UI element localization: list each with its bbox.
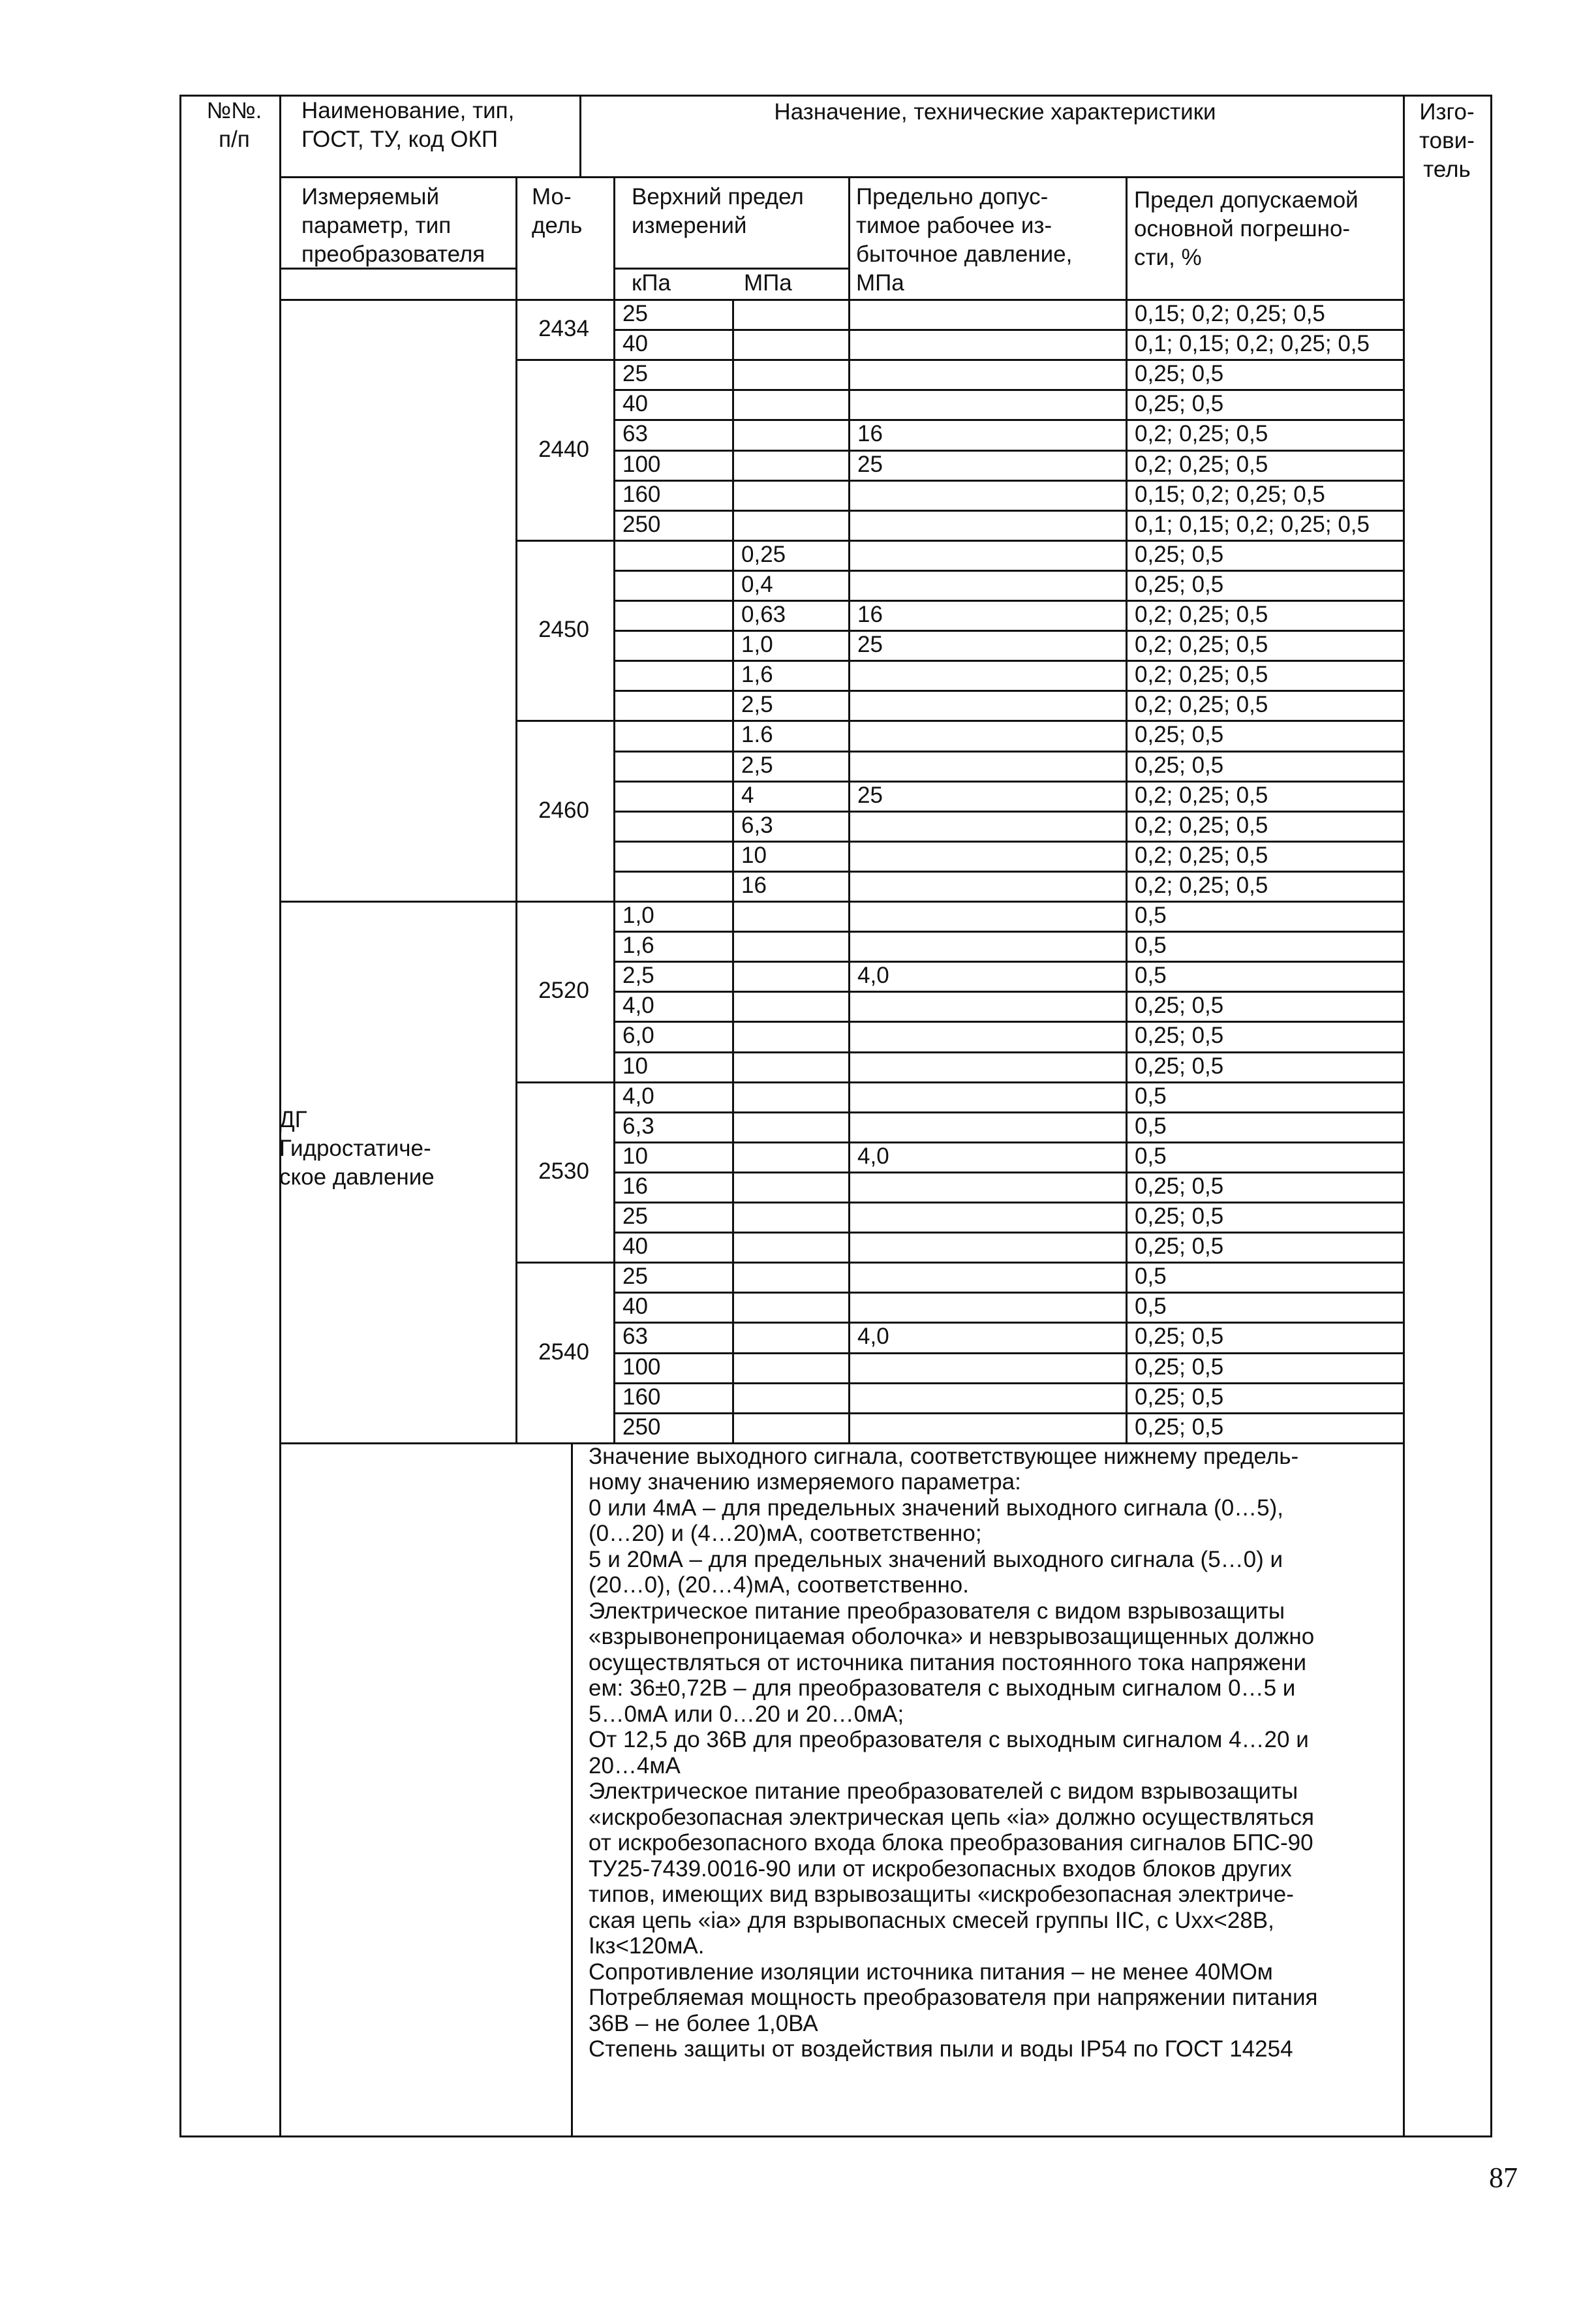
- note-line: типов, имеющих вид взрывозащиты «искробезопасная электриче-: [589, 1882, 1294, 1908]
- note-line: (0…20) и (4…20)мА, соответственно;: [589, 1521, 982, 1547]
- cell-error: 0,25; 0,5: [1135, 993, 1224, 1019]
- model-header: Мо- дель: [532, 184, 583, 238]
- cell-error: 0,5: [1135, 1264, 1167, 1290]
- cell-error: 0,25; 0,5: [1135, 571, 1224, 597]
- cell-error: 0,25; 0,5: [1135, 722, 1224, 748]
- overload-header: Предельно допус- тимое рабочее из- быточное давление, МПа: [856, 184, 1073, 296]
- column-divider: [579, 95, 581, 176]
- name-header: Наименование, тип, ГОСТ, ТУ, код ОКП: [301, 98, 515, 152]
- column-divider: [732, 359, 734, 540]
- model-number: 2450: [538, 617, 589, 643]
- cell-kpa: 100: [622, 451, 661, 477]
- cell-error: 0,2; 0,25; 0,5: [1135, 782, 1268, 808]
- kpa-header: кПа: [632, 270, 671, 296]
- cell-error: 0,5: [1135, 963, 1167, 989]
- cell-mpa: 2,5: [741, 752, 773, 778]
- model-divider: [515, 540, 613, 542]
- cell-error: 0,25; 0,5: [1135, 1023, 1224, 1049]
- model-number: 2434: [538, 316, 589, 342]
- cell-kpa: 40: [622, 1234, 648, 1260]
- cell-mpa: 1,6: [741, 662, 773, 688]
- cell-error: 0,2; 0,25; 0,5: [1135, 632, 1268, 658]
- note-line: «искробезопасная электрическая цепь «ia» должно осуществляться: [589, 1804, 1314, 1830]
- cell-kpa: 63: [622, 421, 648, 447]
- cell-error: 0,5: [1135, 933, 1167, 959]
- cell-error: 0,2; 0,25; 0,5: [1135, 812, 1268, 838]
- cell-overload: 4,0: [857, 963, 889, 989]
- cell-kpa: 160: [622, 481, 661, 507]
- model-divider: [515, 901, 613, 903]
- note-line: Степень защиты от воздействия пыли и воды IP54 по ГОСТ 14254: [589, 2036, 1293, 2062]
- note-line: Значение выходного сигнала, соответствующее нижнему предель-: [589, 1443, 1299, 1469]
- cell-error: 0,25; 0,5: [1135, 1234, 1224, 1260]
- cell-mpa: 0,4: [741, 571, 773, 597]
- cell-mpa: 2,5: [741, 692, 773, 718]
- model-number: 2540: [538, 1339, 589, 1365]
- model-number: 2460: [538, 797, 589, 823]
- note-line: Электрическое питание преобразователя с видом взрывозащиты: [589, 1598, 1285, 1624]
- cell-error: 0,5: [1135, 903, 1167, 928]
- cell-error: 0,2; 0,25; 0,5: [1135, 662, 1268, 688]
- column-divider: [732, 1262, 734, 1442]
- note-line: «взрывонепроницаемая оболочка» и невзрывозащищенных должно: [589, 1624, 1315, 1650]
- model-number: 2530: [538, 1158, 589, 1184]
- header-divider: [279, 268, 515, 270]
- note-line: Электрическое питание преобразователей с видом взрывозащиты: [589, 1778, 1298, 1805]
- cell-error: 0,25; 0,5: [1135, 361, 1224, 387]
- cell-kpa: 25: [622, 1203, 648, 1229]
- note-line: ем: 36±0,72В – для преобразователя с выходным сигналом 0…5 и: [589, 1675, 1296, 1701]
- cell-kpa: 10: [622, 1143, 648, 1169]
- cell-kpa: 4,0: [622, 993, 654, 1019]
- cell-mpa: 1,0: [741, 632, 773, 658]
- purpose-header: Назначение, технические характеристики: [774, 99, 1216, 125]
- cell-mpa: 6,3: [741, 812, 773, 838]
- cell-error: 0,15; 0,2; 0,25; 0,5: [1135, 481, 1325, 507]
- cell-overload: 4,0: [857, 1324, 889, 1350]
- cell-kpa: 2,5: [622, 963, 654, 989]
- cell-kpa: 63: [622, 1324, 648, 1350]
- cell-kpa: 25: [622, 1264, 648, 1290]
- column-divider: [732, 1081, 734, 1262]
- cell-error: 0,25; 0,5: [1135, 1414, 1224, 1440]
- cell-overload: 25: [857, 632, 883, 658]
- cell-error: 0,25; 0,5: [1135, 1053, 1224, 1079]
- upper-limit-header: Верхний предел измерений: [632, 184, 804, 238]
- cell-overload: 25: [857, 451, 883, 477]
- cell-error: 0,5: [1135, 1143, 1167, 1169]
- technical-notes: [589, 1444, 1398, 2062]
- cell-kpa: 1,0: [622, 903, 654, 928]
- cell-kpa: 16: [622, 1173, 648, 1199]
- model-number: 2440: [538, 436, 589, 462]
- maker-header: Изго- тови- тель: [1419, 99, 1475, 182]
- cell-error: 0,2; 0,25; 0,5: [1135, 842, 1268, 868]
- header-divider: [613, 268, 848, 270]
- cell-mpa: 16: [741, 872, 767, 898]
- cell-error: 0,5: [1135, 1083, 1167, 1109]
- cell-overload: 25: [857, 782, 883, 808]
- note-line: осуществляться от источника питания постоянного тока напряжени: [589, 1649, 1307, 1675]
- note-line: От 12,5 до 36В для преобразователя с выходным сигналом 4…20 и: [589, 1727, 1309, 1753]
- column-divider: [732, 540, 734, 721]
- cell-error: 0,2; 0,25; 0,5: [1135, 602, 1268, 627]
- cell-kpa: 100: [622, 1354, 661, 1380]
- cell-error: 0,25; 0,5: [1135, 1173, 1224, 1199]
- column-divider: [1403, 95, 1405, 2137]
- model-divider: [515, 1081, 613, 1083]
- cell-kpa: 40: [622, 391, 648, 417]
- page-number: 87: [1489, 2162, 1518, 2194]
- cell-kpa: 4,0: [622, 1083, 654, 1109]
- note-line: 5 и 20мА – для предельных значений выходного сигнала (5…0) и: [589, 1546, 1283, 1572]
- cell-kpa: 250: [622, 1414, 661, 1440]
- cell-kpa: 10: [622, 1053, 648, 1079]
- cell-error: 0,1; 0,15; 0,2; 0,25; 0,5: [1135, 511, 1370, 537]
- column-divider: [732, 901, 734, 1081]
- model-divider: [515, 359, 613, 361]
- cell-error: 0,2; 0,25; 0,5: [1135, 692, 1268, 718]
- model-divider: [515, 720, 613, 722]
- cell-error: 0,25; 0,5: [1135, 391, 1224, 417]
- cell-kpa: 1,6: [622, 933, 654, 959]
- num-header: №№. п/п: [206, 98, 262, 152]
- note-line: 20…4мА: [589, 1752, 681, 1778]
- cell-error: 0,2; 0,25; 0,5: [1135, 872, 1268, 898]
- column-divider: [732, 299, 734, 359]
- cell-error: 0,5: [1135, 1113, 1167, 1139]
- header-divider: [279, 176, 1403, 178]
- note-line: ская цепь «ia» для взрывопасных смесей группы IIC, с Uxx<28В,: [589, 1907, 1274, 1933]
- error-header: Предел допускаемой основной погрешно- сти, %: [1134, 187, 1358, 270]
- param-header: Измеряемый параметр, тип преобразователя: [301, 184, 485, 267]
- cell-error: 0,25; 0,5: [1135, 541, 1224, 567]
- cell-error: 0,25; 0,5: [1135, 1203, 1224, 1229]
- note-line: Сопротивление изоляции источника питания – не менее 40МОм: [589, 1959, 1273, 1985]
- column-divider: [613, 176, 615, 1442]
- column-divider: [279, 95, 281, 2137]
- group-divider: [279, 901, 515, 903]
- mpa-header: МПа: [744, 270, 792, 296]
- note-line: Потребляемая мощность преобразователя при напряжении питания: [589, 1985, 1318, 2011]
- column-divider: [848, 176, 850, 1442]
- cell-overload: 4,0: [857, 1143, 889, 1169]
- cell-error: 0,1; 0,15; 0,2; 0,25; 0,5: [1135, 331, 1370, 357]
- cell-error: 0,5: [1135, 1294, 1167, 1320]
- note-line: от искробезопасного входа блока преобразования сигналов БПС-90: [589, 1830, 1313, 1856]
- column-divider: [1126, 176, 1128, 1442]
- cell-error: 0,25; 0,5: [1135, 1354, 1224, 1380]
- cell-error: 0,15; 0,2; 0,25; 0,5: [1135, 301, 1325, 326]
- cell-kpa: 6,0: [622, 1023, 654, 1049]
- model-number: 2520: [538, 978, 589, 1004]
- note-line: 0 или 4мА – для предельных значений выходного сигнала (0…5),: [589, 1495, 1284, 1521]
- cell-kpa: 250: [622, 511, 661, 537]
- cell-error: 0,2; 0,25; 0,5: [1135, 451, 1268, 477]
- cell-kpa: 6,3: [622, 1113, 654, 1139]
- model-divider: [515, 1262, 613, 1264]
- cell-mpa: 1.6: [741, 722, 773, 748]
- column-divider: [571, 1442, 573, 2137]
- note-line: ному значению измеряемого параметра:: [589, 1469, 1021, 1495]
- cell-error: 0,25; 0,5: [1135, 1384, 1224, 1410]
- cell-kpa: 160: [622, 1384, 661, 1410]
- note-line: Iкз<120мА.: [589, 1933, 705, 1959]
- cell-mpa: 4: [741, 782, 754, 808]
- cell-overload: 16: [857, 421, 883, 447]
- cell-kpa: 25: [622, 361, 648, 387]
- note-line: 36В – не более 1,0ВА: [589, 2010, 818, 2036]
- cell-kpa: 40: [622, 331, 648, 357]
- column-divider: [732, 720, 734, 901]
- note-line: (20…0), (20…4)мА, соответственно.: [589, 1572, 969, 1598]
- param-group-label: ДГ Гидростатиче- ское давление: [279, 1107, 435, 1190]
- cell-mpa: 0,25: [741, 541, 786, 567]
- cell-kpa: 40: [622, 1294, 648, 1320]
- cell-error: 0,25; 0,5: [1135, 1324, 1224, 1350]
- cell-error: 0,2; 0,25; 0,5: [1135, 421, 1268, 447]
- note-line: 5…0мА или 0…20 и 20…0мА;: [589, 1701, 904, 1727]
- cell-overload: 16: [857, 602, 883, 627]
- note-line: ТУ25-7439.0016-90 или от искробезопасных входов блоков других: [589, 1855, 1292, 1882]
- cell-kpa: 25: [622, 301, 648, 326]
- cell-error: 0,25; 0,5: [1135, 752, 1224, 778]
- cell-mpa: 10: [741, 842, 767, 868]
- cell-mpa: 0,63: [741, 602, 786, 627]
